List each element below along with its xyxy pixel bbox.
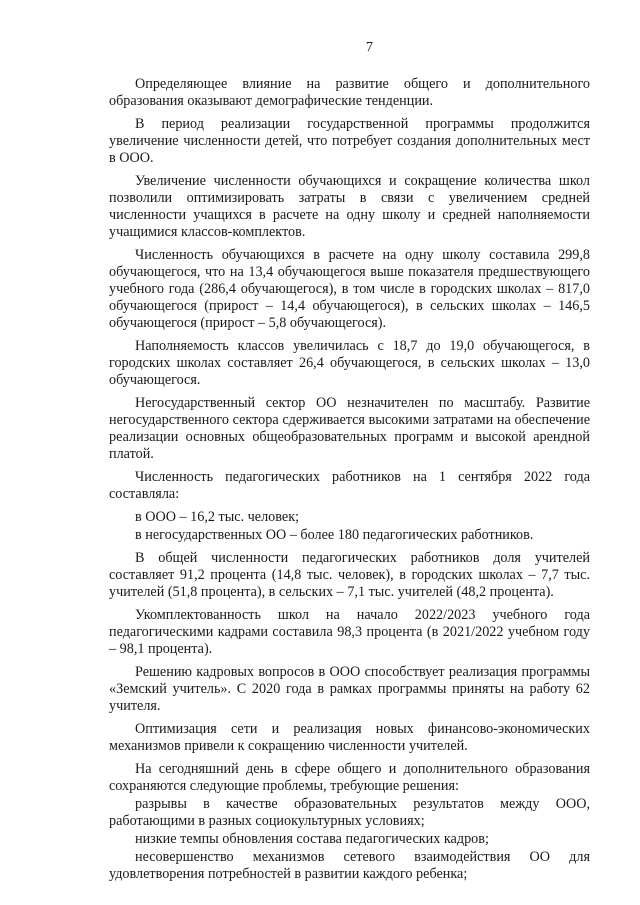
paragraph: Численность обучающихся в расчете на одну школу составила 299,8 обучающегося, что на 13,4 обучающегося выше показателя предшествующего учебного года (286,4 обучающегося), в том числе в городских школах – 817,0 обучающегося (прирост – 14,4 обучающегося), в сельских школах – 146,5 обучающегося (прирост – 5,8 обучающегося). bbox=[109, 247, 590, 331]
paragraph: В общей численности педагогических работников доля учителей составляет 91,2 процента (14,8 тыс. человек), в городских школах – 7,7 тыс. учителей (51,8 процента), в сельских – 7,1 тыс. учителей (48,2 процента). bbox=[109, 550, 590, 600]
paragraph: Наполняемость классов увеличилась с 18,7 до 19,0 обучающегося, в городских школах составляет 26,4 обучающегося, в сельских школах – 13,0 обучающегося. bbox=[109, 338, 590, 388]
paragraph: Решению кадровых вопросов в ООО способствует реализация программы «Земский учитель». С 2020 года в рамках программы приняты на работу 62 учителя. bbox=[109, 664, 590, 714]
paragraph: Численность педагогических работников на 1 сентября 2022 года составляла: bbox=[109, 469, 590, 502]
list-item: в негосударственных ОО – более 180 педагогических работников. bbox=[135, 527, 534, 543]
list-item: разрывы в качестве образовательных результатов между ООО, работающими в разных социокультурных условиях; bbox=[109, 796, 590, 829]
paragraph: В период реализации государственной программы продолжится увеличение численности детей, что потребует создания дополнительных мест в ООО. bbox=[109, 116, 590, 166]
paragraph: Негосударственный сектор ОО незначителен по масштабу. Развитие негосударственного сектора сдерживается высокими затратами на обеспечение реализации основных общеобразовательных программ и высокой арендной платой. bbox=[109, 395, 590, 462]
list-item: низкие темпы обновления состава педагогических кадров; bbox=[135, 831, 489, 847]
list-item: в ООО – 16,2 тыс. человек; bbox=[135, 509, 300, 525]
list-item: несовершенство механизмов сетевого взаимодействия ОО для удовлетворения потребностей в развитии каждого ребенка; bbox=[109, 849, 590, 882]
paragraph: Укомплектованность школ на начало 2022/2023 учебного года педагогическими кадрами составила 98,3 процента (в 2021/2022 учебном году – 98,1 процента). bbox=[109, 607, 590, 657]
paragraph: Оптимизация сети и реализация новых финансово-экономических механизмов привели к сокращению численности учителей. bbox=[109, 721, 590, 754]
paragraph: На сегодняшний день в сфере общего и дополнительного образования сохраняются следующие проблемы, требующие решения: bbox=[109, 761, 590, 794]
page-number: 7 bbox=[366, 40, 373, 55]
paragraph: Определяющее влияние на развитие общего и дополнительного образования оказывают демографические тенденции. bbox=[109, 76, 590, 109]
paragraph: Увеличение численности обучающихся и сокращение количества школ позволили оптимизировать затраты в связи с увеличением средней численности учащихся в расчете на одну школу и средней наполняемости учащимися классов-комплектов. bbox=[109, 173, 590, 240]
